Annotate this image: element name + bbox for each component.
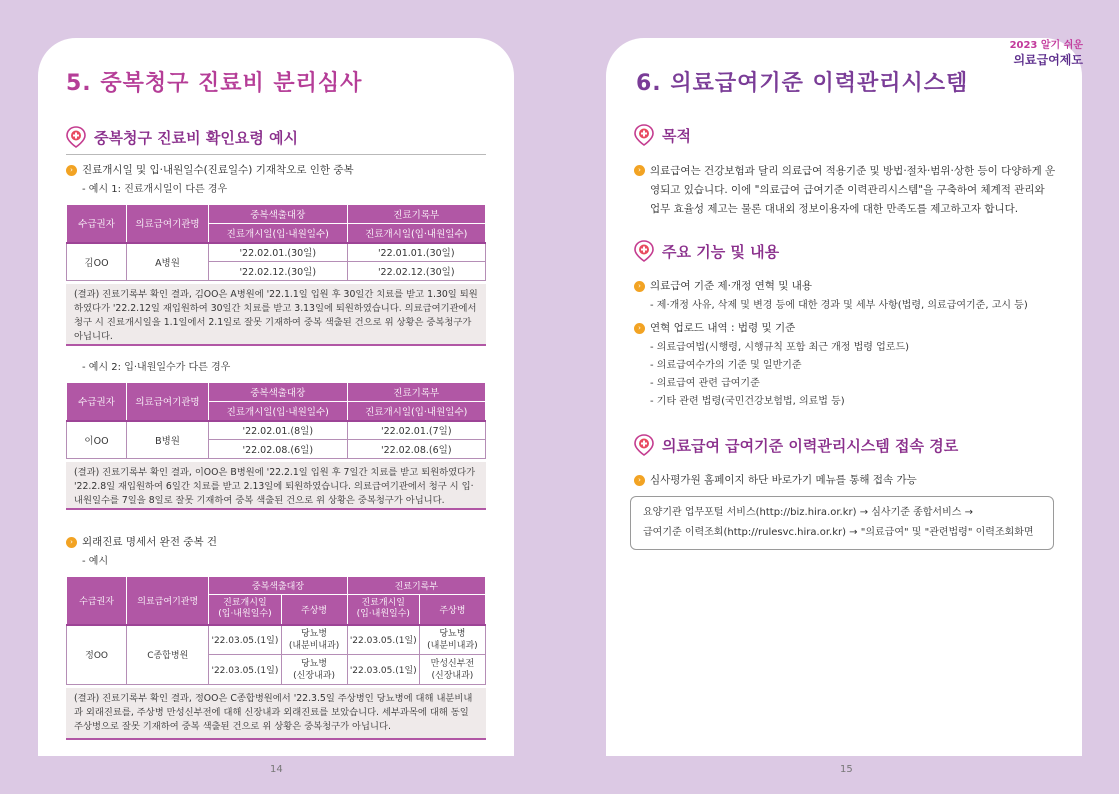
example2-table [66, 382, 486, 459]
bullet-text: 의료급여 기준 제·개정 연혁 및 내용 [650, 280, 813, 292]
sub-item: - 제·개정 사유, 삭제 및 변경 등에 대한 경과 및 세부 사항(법령, 의료급여기준, 고시 등) [650, 300, 1028, 311]
chevron-right-icon: › [66, 165, 77, 176]
bullet-item [66, 162, 486, 179]
table-cell: '22.02.01.(7일) [347, 421, 486, 440]
header-cell: 진료개시일 (입·내원일수) [347, 595, 419, 625]
table-cell: '22.02.12.(30일) [347, 262, 486, 281]
table-cell: 당뇨병 (신장내과) [281, 655, 347, 685]
result-note: (결과) 진료기록부 확인 결과, 정OO은 C종합병원에서 '22.3.5일 주상병인 당뇨병에 대해 내분비내과 외래진료를, 주상병 만성신부전에 대해 신장내과 외래진료를 보았습니다. 세부과목에 대해 동일 주상병으로 잘못 기재하여 중복 색출된 건으로 위 상황은 중복청구가 아닙니다. [66, 688, 486, 740]
table-cell: 당뇨병 (내분비내과) [419, 625, 485, 655]
header-cell: 의료급여기관명 [127, 383, 209, 421]
section-heading [634, 240, 779, 262]
header-cell: 진료개시일(입·내원일수) [209, 402, 348, 421]
table-cell: '22.02.01.(8일) [209, 421, 348, 440]
chevron-right-icon: › [634, 281, 645, 292]
location-pin-icon [634, 124, 654, 146]
table-cell: '22.02.12.(30일) [209, 262, 348, 281]
table-cell: 만성신부전 (신장내과) [419, 655, 485, 685]
header-cell: 중복색출대장 [209, 205, 348, 224]
bullet-text: 의료급여는 건강보험과 달리 의료급여 적용기준 및 방법·절차·범위·상한 등이 다양하게 운영되고 있습니다. 이에 "의료급여 급여기준 이력관리시스템"을 구축하여 체계적 관리와 업무 효율성 제고는 물론 대내외 정보이용자에 대한 만족도를 제고하고자 합니다. [650, 165, 1056, 215]
bullet-item [634, 278, 1058, 295]
table-cell: C종합병원 [127, 625, 209, 685]
table-cell: 정OO [67, 625, 127, 685]
header-cell: 진료개시일(입·내원일수) [347, 224, 486, 243]
table-cell: '22.03.05.(1일) [209, 625, 281, 655]
section-title: 목적 [662, 126, 691, 145]
table-cell: 이OO [67, 421, 127, 459]
sub-item: - 의료급여법(시행령, 시행규칙 포함 최근 개정 법령 업로드) [650, 342, 910, 353]
location-pin-icon [634, 240, 654, 262]
brand-logo [1010, 38, 1083, 68]
page-title: 6. 의료급여기준 이력관리시스템 [636, 71, 969, 96]
header-cell: 진료개시일(입·내원일수) [209, 224, 348, 243]
example1-table [66, 204, 486, 281]
sub-item: - 기타 관련 법령(국민건강보험법, 의료법 등) [650, 396, 845, 407]
result-note: (결과) 진료기록부 확인 결과, 김OO은 A병원에 '22.1.1일 입원 후 30일간 치료를 받고 1.30일 퇴원하였다가 '22.2.12일 재입원하여 30일간 치료를 받고 3.13일에 퇴원하였습니다. 의료급여기관에서 청구 시 진료개시일을 1.1일에서 2.1일로 잘못 기재하여 중복 색출된 건으로 위 상황은 중복청구가 아닙니다. [66, 284, 486, 346]
table-cell: 당뇨병 (내분비내과) [281, 625, 347, 655]
bullet-item [634, 472, 1058, 489]
chevron-right-icon: › [634, 475, 645, 486]
section-heading [66, 126, 298, 148]
brand-year: 2023 알기 쉬운 [1009, 40, 1083, 51]
header-cell: 진료개시일(입·내원일수) [347, 402, 486, 421]
chevron-right-icon: › [66, 537, 77, 548]
header-cell: 주상병 [419, 595, 485, 625]
table-cell: '22.02.08.(6일) [347, 440, 486, 459]
header-cell: 수급권자 [67, 577, 127, 625]
header-cell: 의료급여기관명 [127, 577, 209, 625]
table-cell: '22.03.05.(1일) [347, 625, 419, 655]
bullet-text: 외래진료 명세서 완전 중복 건 [82, 536, 218, 548]
page-number: 15 [840, 764, 853, 775]
bullet-text: 연혁 업로드 내역 : 법령 및 기준 [650, 322, 796, 334]
access-path-line: 요양기관 업무포털 서비스(http://biz.hira.or.kr) → 심사기준 종합서비스 → [643, 507, 973, 518]
brand-name: 의료급여제도 [1013, 53, 1083, 67]
chevron-right-icon: › [634, 323, 645, 334]
right-page [606, 38, 1082, 756]
header-cell: 중복색출대장 [209, 383, 348, 402]
header-cell: 수급권자 [67, 383, 127, 421]
header-cell: 진료기록부 [347, 577, 485, 595]
bullet-item [66, 534, 486, 551]
section-title: 중복청구 진료비 확인요령 예시 [94, 128, 299, 147]
table-cell: A병원 [127, 243, 209, 281]
chevron-right-icon: › [634, 165, 645, 176]
table-cell: '22.03.05.(1일) [209, 655, 281, 685]
location-pin-icon [634, 434, 654, 456]
page-number: 14 [270, 764, 283, 775]
example3-table [66, 576, 486, 685]
header-cell: 진료개시일 (입·내원일수) [209, 595, 281, 625]
access-path-box [630, 496, 1054, 550]
section-heading [634, 124, 691, 146]
divider [66, 154, 486, 155]
table-cell: '22.03.05.(1일) [347, 655, 419, 685]
page-title: 5. 중복청구 진료비 분리심사 [66, 71, 363, 96]
header-cell: 주상병 [281, 595, 347, 625]
example-label: - 예시 [82, 556, 109, 567]
section-title: 의료급여 급여기준 이력관리시스템 접속 경로 [662, 436, 959, 455]
table-cell: '22.02.01.(30일) [209, 243, 348, 262]
header-cell: 중복색출대장 [209, 577, 347, 595]
location-pin-icon [66, 126, 86, 148]
bullet-item [634, 320, 1058, 337]
result-note: (결과) 진료기록부 확인 결과, 이OO은 B병원에 '22.2.1일 입원 후 7일간 치료를 받고 퇴원하였다가 '22.2.8일 재입원하여 6일간 치료를 받고 2.13일에 퇴원하였습니다. 의료급여기관에서 청구 시 입·내원일수를 7일을 8일로 잘못 기재하여 중복 색출된 건으로 위 상황은 중복청구가 아닙니다. [66, 462, 486, 510]
table-cell: '22.02.08.(6일) [209, 440, 348, 459]
bullet-text: 진료개시일 및 입·내원일수(진료일수) 기재착오로 인한 중복 [82, 164, 354, 176]
header-cell: 수급권자 [67, 205, 127, 243]
section-heading [634, 434, 958, 456]
sub-item: - 의료급여 관련 급여기준 [650, 378, 760, 389]
table-cell: '22.01.01.(30일) [347, 243, 486, 262]
section-title: 주요 기능 및 내용 [662, 242, 780, 261]
table-cell: 김OO [67, 243, 127, 281]
header-cell: 진료기록부 [347, 205, 486, 224]
left-page [38, 38, 514, 756]
example-label: - 예시 2: 입·내원일수가 다른 경우 [82, 362, 231, 373]
table-cell: B병원 [127, 421, 209, 459]
header-cell: 진료기록부 [347, 383, 486, 402]
example-label: - 예시 1: 진료개시일이 다른 경우 [82, 184, 228, 195]
bullet-text: 심사평가원 홈페이지 하단 바로가기 메뉴를 통해 접속 가능 [650, 474, 917, 486]
access-path-line: 급여기준 이력조회(http://rulesvc.hira.or.kr) → "의료급여" 및 "관련법령" 이력조회화면 [643, 527, 1034, 538]
header-cell: 의료급여기관명 [127, 205, 209, 243]
sub-item: - 의료급여수가의 기준 및 일반기준 [650, 360, 802, 371]
bullet-item [634, 162, 1058, 219]
